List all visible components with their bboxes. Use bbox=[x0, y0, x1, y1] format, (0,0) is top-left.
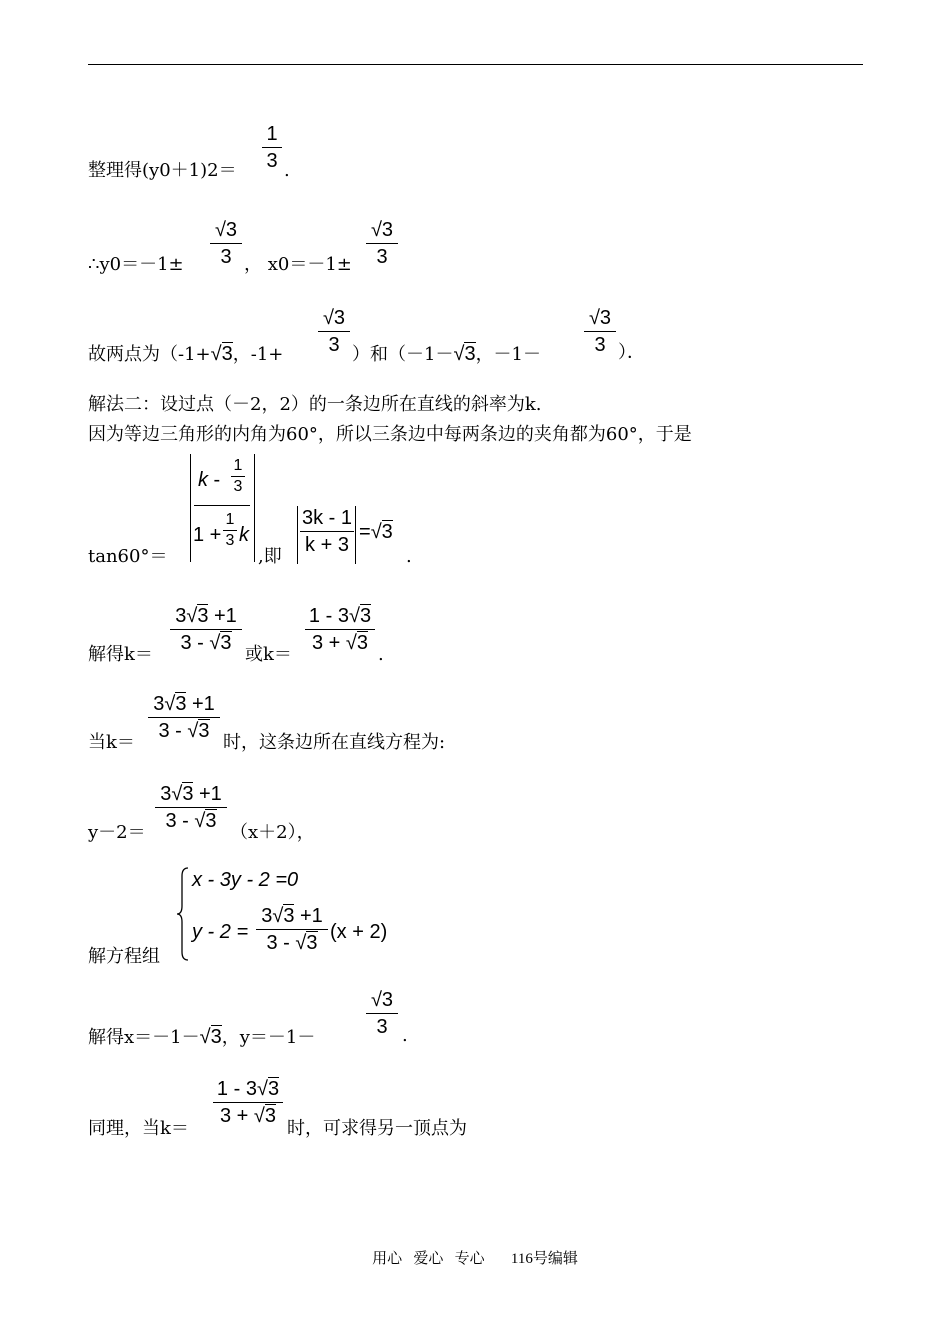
line-tan60 bbox=[88, 548, 167, 566]
line-when-k-text: 当k＝ bbox=[88, 732, 135, 753]
frac-num: 1 bbox=[266, 123, 278, 145]
line-solve-k bbox=[88, 646, 153, 664]
main-fraction-bar bbox=[194, 505, 250, 506]
line-similarly-text: 同理，当k＝ bbox=[88, 1118, 189, 1139]
line-solve-xy: 解得x＝－1－√3，y＝－1－ bbox=[88, 1026, 316, 1048]
sqrt3-inline: √3 bbox=[199, 1026, 222, 1048]
fraction-sqrt3-over-3-e: √3 3 bbox=[366, 990, 398, 1037]
line-tan60-end: . bbox=[406, 546, 412, 567]
fraction-sqrt3-over-3-b bbox=[366, 220, 398, 267]
frac-num: √3 bbox=[214, 219, 238, 241]
frac-bar bbox=[584, 331, 616, 332]
fraction-k2-b: 1 - 3√3 3 + √3 bbox=[213, 1079, 283, 1126]
line-two-points-end: ）． bbox=[618, 342, 645, 363]
abs-right-bar bbox=[254, 454, 255, 562]
line-reorganize bbox=[88, 162, 237, 180]
fraction-one-third bbox=[262, 124, 282, 171]
fraction-sqrt3-over-3-d bbox=[584, 308, 616, 355]
line-tan60-ie: ,即 bbox=[258, 546, 282, 567]
frac-num: √3 bbox=[588, 307, 612, 329]
system-brace bbox=[176, 866, 190, 962]
line-solve-k-or: 或k＝ bbox=[245, 644, 292, 665]
fraction-one-third-small-a: 1 3 bbox=[231, 458, 245, 495]
line-similarly-rest: 时，可求得另一顶点为 bbox=[287, 1118, 467, 1139]
fraction-k1-c: 3√3 +1 3 - √3 bbox=[155, 784, 227, 831]
abs-numerator: k - bbox=[198, 469, 221, 491]
fraction-k1-d: 3√3 +1 3 - √3 bbox=[256, 906, 328, 953]
line-two-points-sep: ，-1+ bbox=[232, 344, 284, 365]
equals-sqrt3: =√3 bbox=[359, 521, 393, 543]
frac-den: 3 bbox=[328, 334, 340, 356]
line-tan60-text: tan60°＝ bbox=[88, 546, 168, 567]
line-y-minus-2 bbox=[88, 824, 146, 842]
line-reorganize-end: . bbox=[284, 160, 290, 181]
fraction-k1-b: 3√3 +1 3 - √3 bbox=[148, 694, 220, 741]
line-solve-system bbox=[88, 948, 160, 966]
sqrt3-inline: √3 bbox=[453, 343, 476, 365]
line-reorganize-text: 整理得(y0＋1)2＝ bbox=[88, 160, 237, 181]
frac-den: 3 bbox=[266, 150, 278, 172]
line-x0-text: ， x0＝－1± bbox=[244, 254, 352, 275]
fraction-sqrt3-over-3-c bbox=[318, 308, 350, 355]
line-solve-xy-text: 解得x＝－1－ bbox=[88, 1027, 200, 1048]
line-equilateral: 因为等边三角形的内角为60°，所以三条边中每两条边的夹角都为60°，于是 bbox=[88, 424, 692, 445]
frac-den: 3 bbox=[220, 246, 232, 268]
fraction-k1: 3√3 +1 3 - √3 bbox=[170, 606, 242, 653]
line-y0-text: ∴y0＝－1± bbox=[88, 254, 184, 275]
line-two-points bbox=[88, 344, 283, 364]
line-y-minus-2-text: y－2＝ bbox=[88, 822, 146, 843]
line-method-two: 解法二：设过点（－2，2）的一条边所在直线的斜率为k. bbox=[88, 394, 542, 415]
line-solve-k-text: 解得k＝ bbox=[88, 644, 153, 665]
abs-denominator: 1 + bbox=[193, 524, 222, 546]
abs2-left-bar bbox=[297, 506, 298, 564]
line-solve-xy-end: . bbox=[402, 1025, 408, 1046]
line-y-minus-2-rest: （x＋2）， bbox=[230, 822, 315, 843]
line-two-points-mid: ）和（－1－√3，－1－ bbox=[352, 343, 542, 365]
frac-num: √3 bbox=[322, 307, 346, 329]
line-when-k-rest: 时，这条边所在直线方程为: bbox=[223, 732, 446, 753]
line-solve-system-text: 解方程组 bbox=[88, 946, 160, 967]
system-eq-1: x - 3y - 2 =0 bbox=[192, 869, 299, 891]
fraction-sqrt3-over-3-a bbox=[210, 220, 242, 267]
system-eq-2-left: y - 2 = bbox=[192, 921, 249, 943]
frac-den: 3 bbox=[594, 334, 606, 356]
page-footer: 用心 爱心 专心 116号编辑 bbox=[372, 1251, 578, 1267]
frac-den: 3 bbox=[376, 246, 388, 268]
line-similarly bbox=[88, 1120, 189, 1138]
fraction-one-third-small-b: 1 3 bbox=[223, 512, 237, 549]
frac-bar bbox=[318, 331, 350, 332]
frac-bar bbox=[210, 243, 242, 244]
abs2-right-bar bbox=[355, 506, 356, 564]
system-eq-2-right: (x + 2) bbox=[330, 921, 388, 943]
line-y0-x0 bbox=[88, 256, 184, 274]
frac-bar bbox=[262, 147, 282, 148]
fraction-3k-1-over-k-3: 3k - 1 k + 3 bbox=[301, 507, 353, 556]
abs-left-bar bbox=[190, 454, 191, 562]
abs-denominator-k: k bbox=[239, 524, 249, 546]
line-when-k bbox=[88, 734, 135, 752]
line-solve-k-end: . bbox=[378, 644, 384, 665]
header-rule bbox=[88, 64, 863, 65]
frac-num: √3 bbox=[370, 219, 394, 241]
fraction-k2: 1 - 3√3 3 + √3 bbox=[305, 606, 375, 653]
line-two-points-text: 故两点为（-1+ bbox=[88, 344, 211, 365]
sqrt3-inline: √3 bbox=[210, 343, 233, 365]
frac-bar bbox=[366, 243, 398, 244]
